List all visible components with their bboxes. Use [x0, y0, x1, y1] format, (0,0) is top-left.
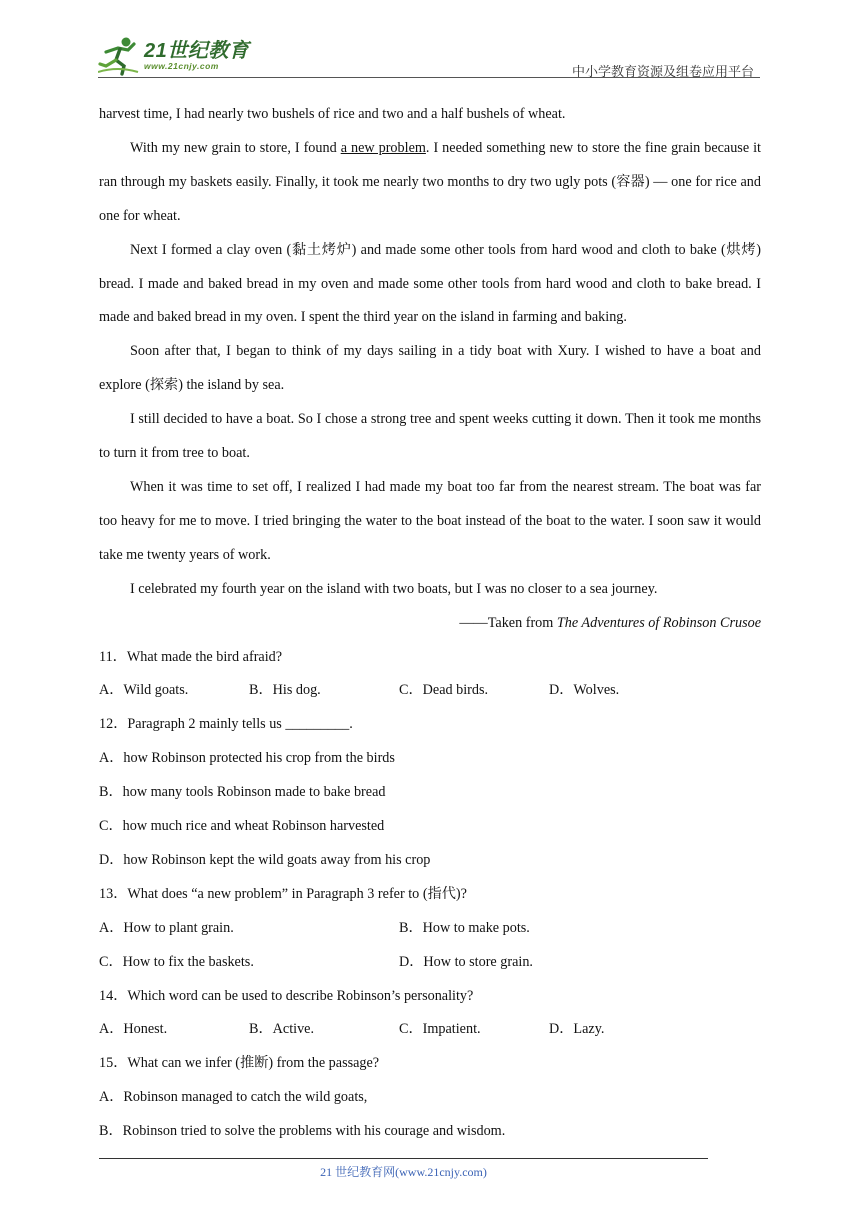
logo-title: 21世纪教育 [144, 40, 250, 63]
option-d: D．Wolves. [549, 682, 620, 699]
source-prefix: ——Taken from [459, 614, 557, 631]
footer-divider [99, 1158, 708, 1159]
option-b: B．His dog. [249, 682, 321, 699]
question-15-stem: 15．What can we infer (推断) from the passage? [99, 1055, 380, 1072]
underlined-phrase: a new problem [340, 139, 426, 156]
question-13-stem: 13．What does “a new problem” in Paragraph 3 refer to (指代)? [99, 885, 467, 902]
source-title: The Adventures of Robinson Crusoe [556, 614, 761, 631]
question-11-options [99, 674, 761, 708]
question-14-options [99, 1013, 761, 1047]
option-a: A．Wild goats. [99, 682, 189, 699]
passage-paragraph-4: Soon after that, I began to think of my days sailing in a tidy boat with Xury. I wished to have a boat and explore (探索) the island by sea. [99, 343, 761, 394]
passage-paragraph-1: harvest time, I had nearly two bushels of rice and two and a half bushels of wheat. [99, 106, 566, 122]
option-a: A．Honest. [99, 1021, 168, 1038]
option-a: A．Robinson managed to catch the wild goats, [99, 1089, 368, 1106]
platform-name: 中小学教育资源及组卷应用平台 [571, 64, 754, 79]
document-body [99, 98, 761, 1149]
question-12-stem: 12．Paragraph 2 mainly tells us _________. [99, 716, 353, 733]
option-c: C．Dead birds. [399, 682, 489, 699]
option-a: A．How to plant grain. [99, 919, 234, 936]
option-b: B．Active. [249, 1021, 315, 1038]
option-c: C．Impatient. [399, 1021, 481, 1038]
option-b: B．Robinson tried to solve the problems with his courage and wisdom. [99, 1123, 506, 1140]
option-d: D．How to store grain. [399, 953, 533, 970]
option-d: D．how Robinson kept the wild goats away from his crop [99, 851, 431, 868]
option-b: B．how many tools Robinson made to bake bread [99, 784, 386, 801]
footer-text: 21 世纪教育网(www.21cnjy.com) [320, 1165, 487, 1179]
passage-paragraph-2 [99, 132, 761, 234]
header-divider [98, 77, 760, 78]
page-header [98, 30, 760, 80]
logo [98, 36, 249, 76]
option-a: A．how Robinson protected his crop from the birds [99, 750, 395, 767]
question-13-options-row-1 [99, 912, 761, 946]
question-14-stem: 14．Which word can be used to describe Robinson’s personality? [99, 987, 474, 1004]
question-11-stem: 11．What made the bird afraid? [99, 648, 283, 665]
passage-paragraph-5: I still decided to have a boat. So I chose a strong tree and spent weeks cutting it down. Then it took me months to turn it from tree to boat. [99, 411, 761, 462]
logo-url: www.21cnjy.com [144, 61, 219, 72]
question-13-options-row-2 [99, 946, 761, 980]
option-b: B．How to make pots. [399, 919, 530, 936]
passage-paragraph-3: Next I formed a clay oven (黏土烤炉) and made some other tools from hard wood and cloth to bake (烘烤) bread. I made and baked bread in my oven and made some other tools from hard wood and cloth to bake bread. I made and baked bread in my oven. I spent the third year on the island in farming and baking. [99, 241, 761, 326]
passage-paragraph-6: When it was time to set off, I realized I had made my boat too far from the nearest stream. The boat was far too heavy for me to move. I tried bringing the water to the boat instead of the boat to the water. I soon saw it would take me twenty years of work. [99, 478, 761, 563]
runner-logo-icon [98, 36, 140, 76]
option-c: C．how much rice and wheat Robinson harvested [99, 818, 385, 835]
option-c: C．How to fix the baskets. [99, 953, 254, 970]
option-d: D．Lazy. [549, 1021, 605, 1038]
passage-source [99, 607, 761, 641]
passage-paragraph-7: I celebrated my fourth year on the island with two boats, but I was no closer to a sea journey. [130, 580, 658, 597]
paragraph-2-end: . I needed something new to store the fine grain because it ran through my baskets easily. Finally, it took me nearly two months to dry two ugly pots (容器) — one for rice and one for wheat. [99, 139, 762, 224]
paragraph-2-start: With my new grain to store, I found [130, 139, 341, 156]
